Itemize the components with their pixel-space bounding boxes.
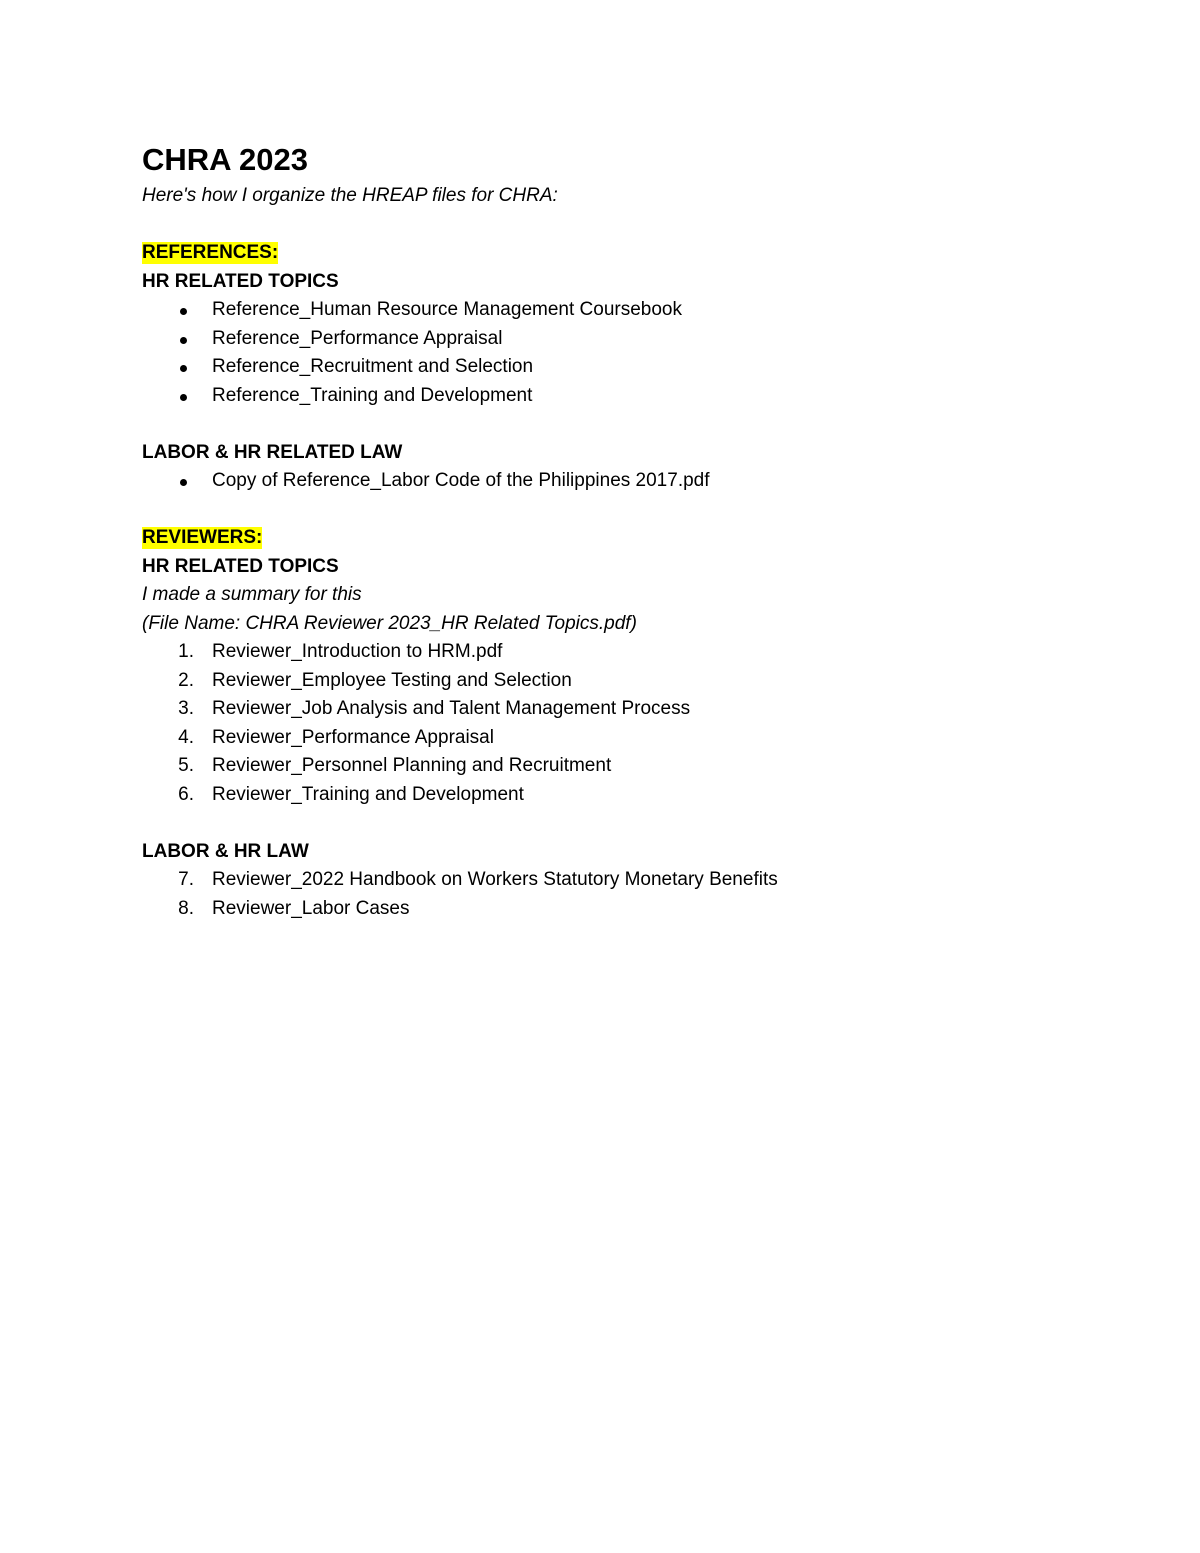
list-item-text: Reference_Performance Appraisal [212,327,503,349]
list-item [142,296,1062,325]
item-number: 5. [178,755,194,776]
item-number: 7. [178,869,194,890]
item-text: Reviewer_Personnel Planning and Recruitment [212,755,612,776]
item-number: 8. [178,897,194,919]
document-title: CHRA 2023 [142,142,308,177]
reviewers-note: I made a summary for this [142,584,362,605]
item-text: Reviewer_2022 Handbook on Workers Statutory Monetary Benefits [212,869,778,890]
spacer [142,809,1062,838]
spacer [142,410,1062,439]
numbered-item [142,895,1062,924]
item-number: 2. [178,669,194,691]
bullet-icon [180,337,187,344]
item-text: Reviewer_Labor Cases [212,897,410,919]
list-item [142,467,1062,496]
reviewers-heading: REVIEWERS: [142,527,263,548]
references-heading: REFERENCES: [142,242,279,263]
item-text: Reviewer_Employee Testing and Selection [212,669,572,691]
bullet-icon [180,365,187,372]
numbered-item [142,695,1062,724]
item-number: 1. [178,641,194,662]
numbered-item [142,866,1062,895]
numbered-item [142,752,1062,781]
references-heading-line [142,239,1062,268]
bullet-icon [180,308,187,315]
reviewers-hr-topics-heading: HR RELATED TOPICS [142,555,339,577]
reviewers-heading-line [142,524,1062,553]
item-text: Reviewer_Job Analysis and Talent Management Process [212,698,691,719]
item-number: 3. [178,698,194,719]
item-text: Reviewer_Performance Appraisal [212,726,494,748]
list-item-text: Reference_Recruitment and Selection [212,356,534,377]
spacer [142,496,1062,525]
list-item-text: Copy of Reference_Labor Code of the Philippines 2017.pdf [212,470,710,491]
list-item [142,325,1062,354]
document-page [142,140,1062,923]
list-item-text: Reference_Human Resource Management Coursebook [212,299,682,320]
numbered-item [142,724,1062,753]
item-text: Reviewer_Introduction to HRM.pdf [212,641,503,662]
item-number: 4. [178,726,194,748]
spacer [142,211,1062,240]
list-item-text: Reference_Training and Development [212,384,533,406]
bullet-icon [180,394,187,401]
bullet-icon [180,479,187,486]
item-text: Reviewer_Training and Development [212,783,524,805]
list-item [142,353,1062,382]
numbered-item [142,667,1062,696]
numbered-item [142,781,1062,810]
numbered-item [142,638,1062,667]
references-labor-law-heading: LABOR & HR RELATED LAW [142,441,403,463]
document-subtitle: Here's how I organize the HREAP files for CHRA: [142,185,558,206]
reviewers-file-name: (File Name: CHRA Reviewer 2023_HR Related Topics.pdf) [142,612,637,634]
item-number: 6. [178,783,194,805]
list-item [142,382,1062,411]
reviewers-labor-law-heading: LABOR & HR LAW [142,840,309,862]
references-hr-topics-heading: HR RELATED TOPICS [142,270,339,292]
